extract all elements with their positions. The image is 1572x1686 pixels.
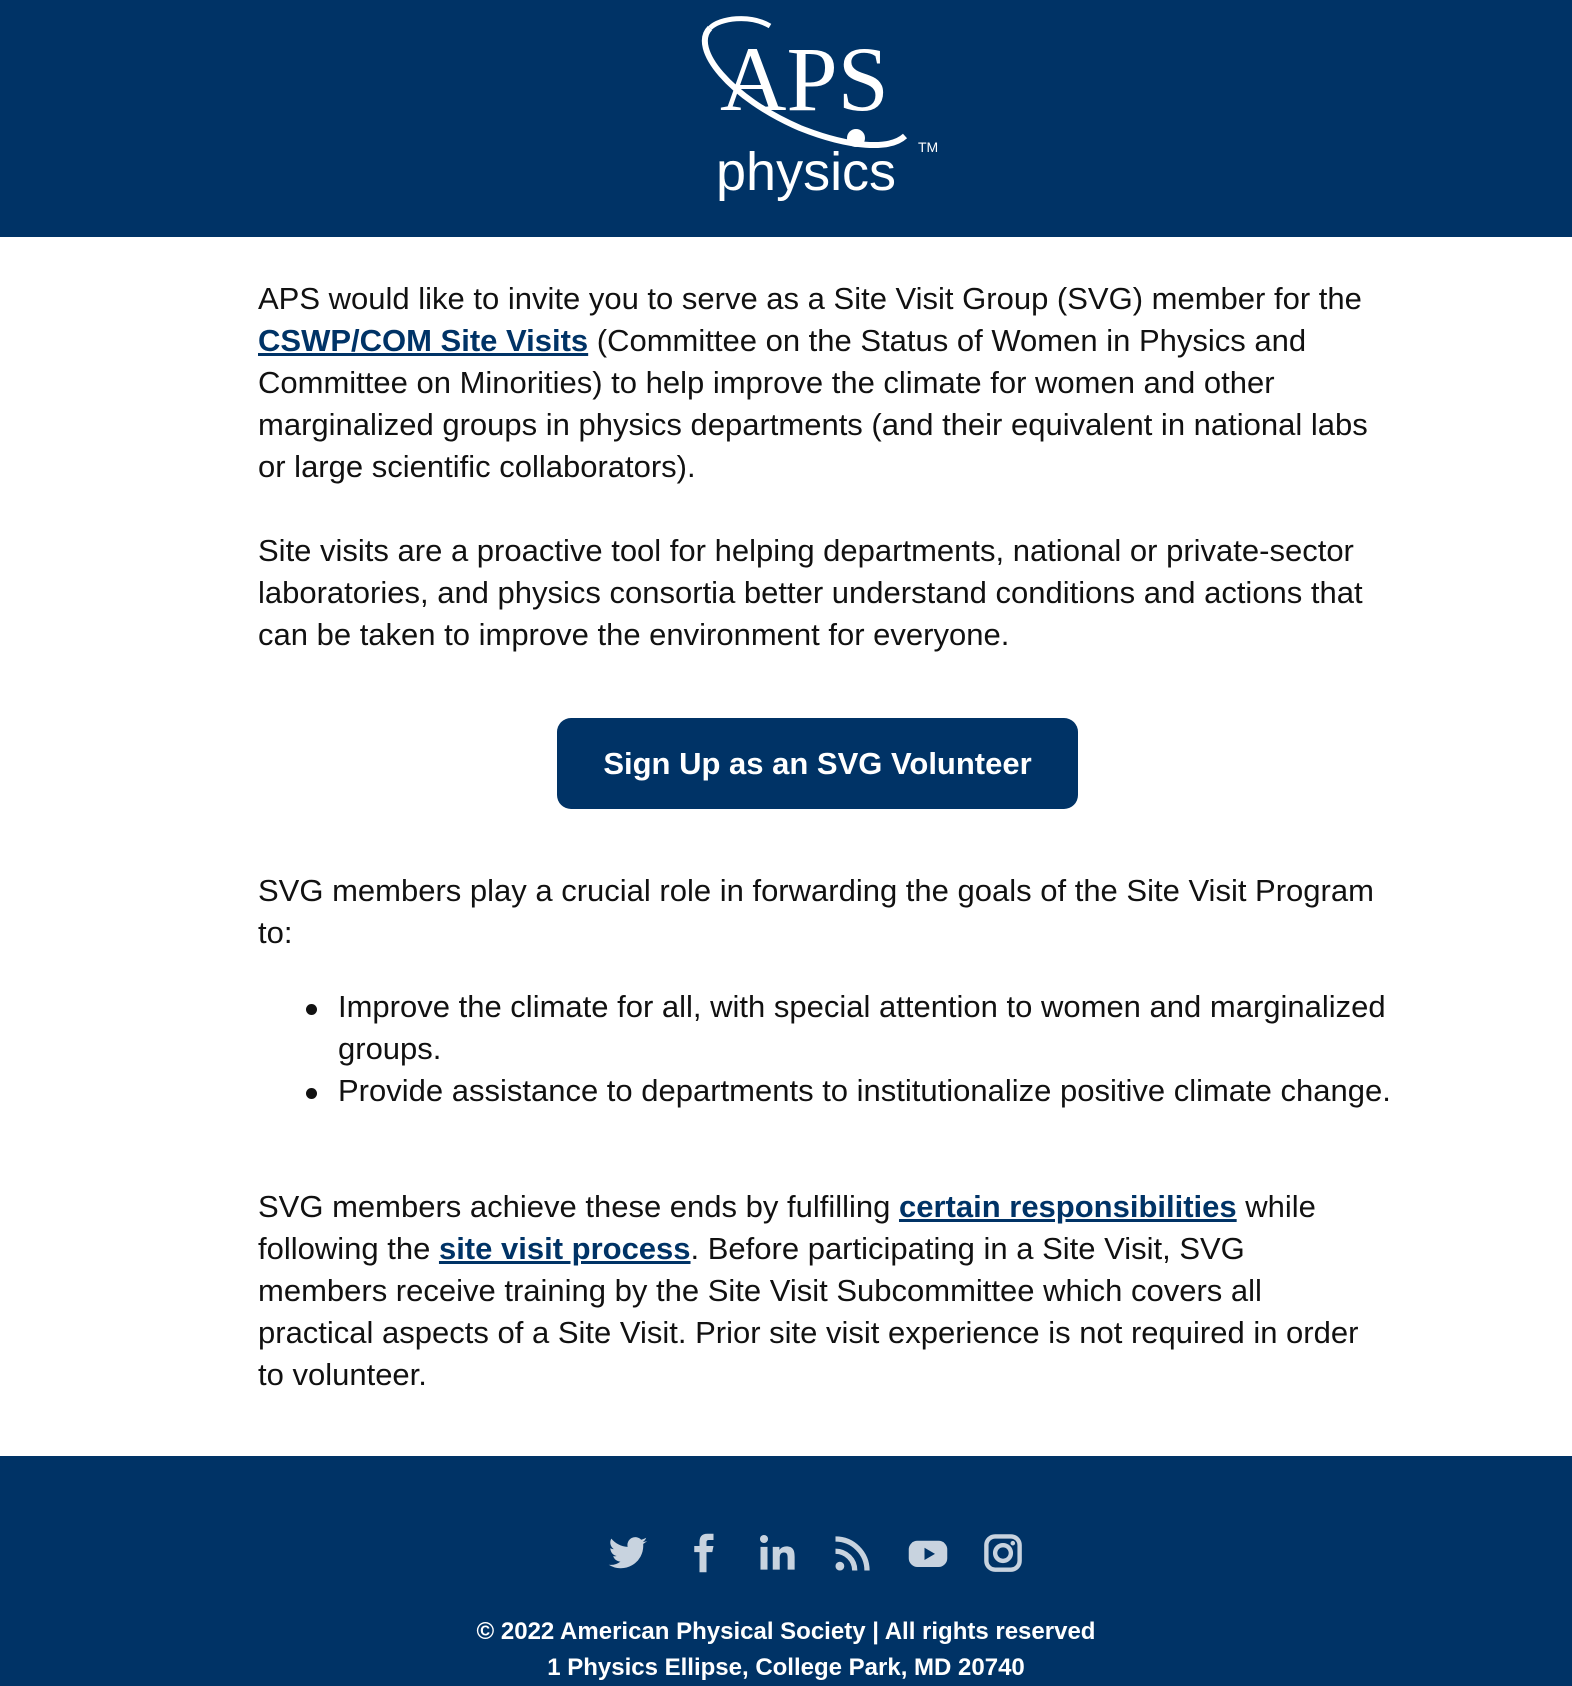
youtube-icon[interactable] [907, 1532, 949, 1574]
copyright-text: © 2022 American Physical Society | All rights reserved [476, 1618, 1096, 1645]
list-item: Improve the climate for all, with special attention to women and marginalized groups. [338, 986, 1458, 1070]
cswp-com-site-visits-link[interactable]: CSWP/COM Site Visits [258, 323, 589, 358]
responsibilities-paragraph: SVG members achieve these ends by fulfilling certain responsibilities while following the site visit process. Before participating in a Site Visit, SVG members receive training by the Site Visit Subcommittee which covers all practical aspects of a Site Visit. Prior site visit experience is not required in order to volunteer. [258, 1189, 1359, 1392]
site-visits-paragraph: Site visits are a proactive tool for helping departments, national or private-sector laboratories, and physics consortia better understand conditions and actions that can be taken to improve the environment for everyone. [258, 533, 1363, 652]
social-links [607, 1532, 1024, 1574]
svg-text:physics: physics [716, 142, 897, 202]
certain-responsibilities-link[interactable]: certain responsibilities [898, 1189, 1237, 1224]
site-visit-process-link[interactable]: site visit process [438, 1231, 691, 1266]
rss-icon[interactable] [832, 1532, 874, 1574]
footer-text [0, 1614, 1572, 1686]
email-header [0, 0, 1572, 237]
list-item: Provide assistance to departments to institutionalize positive climate change. [338, 1070, 1458, 1112]
twitter-icon[interactable] [607, 1532, 649, 1574]
sign-up-svg-volunteer-button[interactable]: Sign Up as an SVG Volunteer [557, 718, 1078, 809]
svg-text:APS: APS [720, 28, 889, 130]
goals-list [258, 986, 1458, 1112]
instagram-icon[interactable] [982, 1532, 1024, 1574]
intro-paragraph: APS would like to invite you to serve as a Site Visit Group (SVG) member for the CSWP/COM Site Visits (Committee on the Status of Women in Physics and Committee on Minorities) to help improve the climate for women and other marginalized groups in physics departments (and their equivalent in national labs or large scientific collaborators). [258, 281, 1368, 484]
aps-physics-logo[interactable] [690, 8, 950, 208]
address-text: 1 Physics Ellipse, College Park, MD 20740 [547, 1654, 1025, 1681]
svg-text:TM: TM [918, 139, 939, 155]
linkedin-icon[interactable] [757, 1532, 799, 1574]
goals-lead-paragraph: SVG members play a crucial role in forwarding the goals of the Site Visit Program to: [258, 873, 1374, 950]
facebook-icon[interactable] [682, 1532, 724, 1574]
